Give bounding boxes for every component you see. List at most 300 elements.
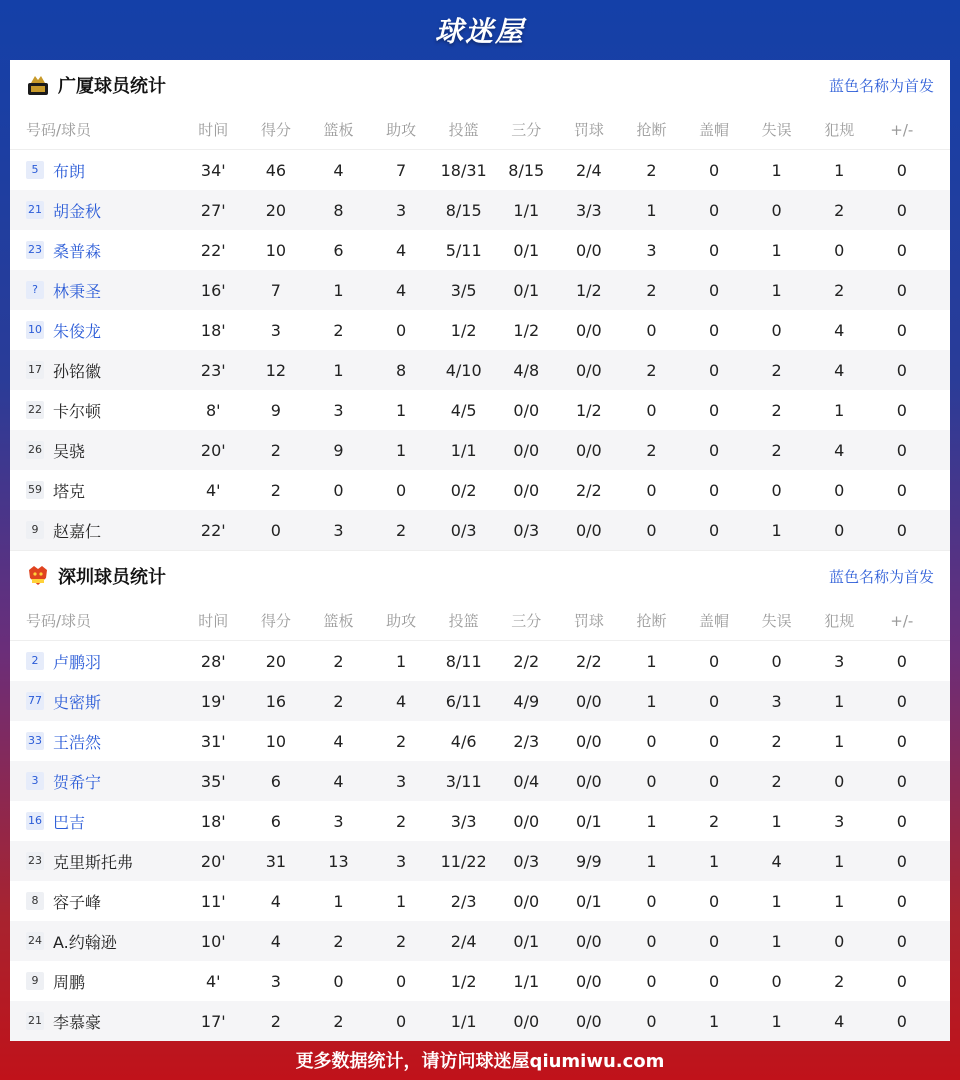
stat-cell: 0/0	[575, 360, 602, 380]
player-name[interactable]: 朱俊龙	[53, 321, 102, 341]
stat-cell: 20'	[200, 440, 226, 460]
player-cell	[10, 850, 182, 873]
stat-cell: 31	[265, 851, 287, 871]
player-name[interactable]: 李慕豪	[53, 1012, 102, 1032]
stat-cell: 0	[395, 480, 407, 500]
table-row[interactable]	[10, 470, 950, 510]
jersey-number: 21	[26, 1012, 44, 1030]
jersey-number: 24	[26, 932, 44, 950]
horse-logo-icon	[26, 73, 50, 97]
stat-cell: 1/1	[450, 440, 477, 460]
stat-cell: 18'	[200, 320, 226, 340]
stat-cell: 3	[834, 811, 845, 831]
stat-cell: 27'	[200, 200, 226, 220]
stat-cell: 0	[333, 971, 344, 991]
table-row[interactable]	[10, 761, 950, 801]
stat-cell: 1	[395, 400, 407, 420]
stat-cell: 0	[646, 931, 657, 951]
stat-cell: 0/3	[513, 520, 540, 540]
stat-cell: 18'	[200, 811, 226, 831]
stat-cell: 1	[834, 891, 845, 911]
stat-cell: 0	[896, 851, 907, 871]
jersey-number: 23	[26, 241, 44, 259]
stat-cell: 3/5	[450, 280, 477, 300]
stat-cell: 4	[771, 851, 782, 871]
jersey-number: 77	[26, 692, 44, 710]
stat-cell: 4/8	[513, 360, 540, 380]
stat-cell: 1	[395, 651, 407, 671]
stat-cell: 0/2	[450, 480, 477, 500]
stat-cell: 0/3	[513, 851, 540, 871]
player-cell	[10, 239, 182, 262]
column-header: 投篮	[448, 612, 479, 630]
player-name[interactable]: 林秉圣	[53, 281, 102, 301]
player-name[interactable]: 赵嘉仁	[53, 521, 102, 541]
jersey-number: 17	[26, 361, 44, 379]
jersey-number: 33	[26, 732, 44, 750]
stat-cell: 0/4	[513, 771, 540, 791]
stat-cell: 22'	[200, 520, 226, 540]
stat-cell: 4'	[206, 971, 221, 991]
stat-cell: 1	[834, 851, 845, 871]
stat-cell: 4	[834, 440, 845, 460]
player-cell	[10, 650, 182, 673]
table-row[interactable]	[10, 881, 950, 921]
stat-cell: 6	[270, 771, 281, 791]
player-cell	[10, 359, 182, 382]
stat-cell: 0	[834, 931, 845, 951]
player-cell	[10, 810, 182, 833]
player-cell	[10, 519, 182, 542]
stat-cell: 3	[395, 851, 407, 871]
stat-cell: 1/2	[575, 280, 602, 300]
stat-cell: 0	[646, 480, 657, 500]
stat-cell: 8/11	[445, 651, 482, 671]
stat-cell: 8'	[206, 400, 221, 420]
player-cell	[10, 970, 182, 993]
stat-cell: 22'	[200, 240, 226, 260]
player-name[interactable]: 吴骁	[53, 441, 86, 461]
stat-cell: 4	[270, 891, 281, 911]
stat-cell: 9	[333, 440, 344, 460]
column-header: 得分	[260, 121, 291, 139]
column-header: 篮板	[323, 612, 354, 630]
column-header: 罚球	[573, 121, 604, 139]
table-row[interactable]	[10, 921, 950, 961]
stat-cell: 4/10	[445, 360, 482, 380]
stat-cell: 1	[834, 691, 845, 711]
footer-banner[interactable]: 更多数据统计，请访问球迷屋qiumiwu.com	[295, 1051, 665, 1072]
player-name[interactable]: 桑普森	[53, 241, 102, 261]
stat-cell: 0	[708, 651, 720, 671]
stat-cell: 2/4	[450, 931, 477, 951]
stat-cell: 0	[834, 240, 845, 260]
stat-cell: 2	[771, 360, 782, 380]
stat-cell: 2	[834, 280, 845, 300]
jersey-number: 9	[26, 521, 44, 539]
stat-cell: 3	[771, 691, 782, 711]
table-row[interactable]	[10, 430, 950, 470]
jersey-number: 9	[26, 972, 44, 990]
stat-cell: 2	[333, 320, 344, 340]
player-name[interactable]: 史密斯	[53, 692, 102, 712]
stat-cell: 0	[270, 520, 281, 540]
player-name[interactable]: 王浩然	[53, 732, 102, 752]
table-row[interactable]	[10, 150, 950, 190]
player-cell	[10, 399, 182, 422]
player-cell	[10, 319, 182, 342]
stat-cell: 3	[270, 320, 281, 340]
stat-cell: 3/11	[445, 771, 482, 791]
player-cell	[10, 930, 182, 953]
stat-cell: 16'	[200, 280, 226, 300]
stat-cell: 0/0	[575, 520, 602, 540]
player-name[interactable]: 克里斯托弗	[53, 852, 134, 872]
stat-cell: 1	[646, 651, 657, 671]
jersey-number: 5	[26, 161, 44, 179]
stat-cell: 0	[395, 971, 407, 991]
column-header: 盖帽	[699, 121, 730, 139]
stat-cell: 8/15	[508, 160, 545, 180]
stat-cell: 1	[771, 931, 782, 951]
stat-cell: 6	[270, 811, 281, 831]
stat-cell: 0	[708, 240, 720, 260]
stat-cell: 12	[265, 360, 287, 380]
stat-cell: 0	[708, 931, 720, 951]
stat-cell: 2	[333, 1011, 344, 1031]
stat-cell: 0	[646, 1011, 657, 1031]
stat-cell: 1	[646, 851, 657, 871]
stat-cell: 0	[896, 931, 907, 951]
stat-cell: 19'	[200, 691, 226, 711]
stat-cell: 0	[646, 971, 657, 991]
stat-cell: 3/3	[450, 811, 477, 831]
stat-cell: 2	[834, 200, 845, 220]
stat-cell: 1	[333, 360, 344, 380]
player-cell	[10, 730, 182, 753]
stat-cell: 35'	[200, 771, 226, 791]
player-cell	[10, 159, 182, 182]
stat-cell: 20	[265, 200, 287, 220]
stat-cell: 4	[333, 160, 344, 180]
stat-cell: 4	[395, 280, 407, 300]
player-name[interactable]: 容子峰	[53, 892, 102, 912]
stat-cell: 1/2	[450, 320, 477, 340]
column-header: 时间	[198, 121, 229, 139]
table-row[interactable]	[10, 310, 950, 350]
stat-cell: 1	[646, 811, 657, 831]
jersey-number: 22	[26, 401, 44, 419]
stat-cell: 0	[771, 480, 782, 500]
stat-cell: 46	[265, 160, 287, 180]
stat-cell: 2	[395, 931, 407, 951]
table-row[interactable]	[10, 641, 950, 681]
table-row[interactable]	[10, 510, 950, 550]
column-header: 号码/球员	[26, 121, 92, 139]
stat-cell: 8	[333, 200, 344, 220]
stat-cell: 0	[896, 360, 907, 380]
table-row[interactable]	[10, 681, 950, 721]
stat-cell: 0/0	[513, 1011, 540, 1031]
stat-cell: 2	[771, 400, 782, 420]
stat-cell: 3	[333, 520, 344, 540]
stat-cell: 3	[270, 971, 281, 991]
stat-cell: 0	[646, 400, 657, 420]
stat-cell: 6	[333, 240, 344, 260]
stat-cell: 0/0	[575, 320, 602, 340]
jersey-number: 26	[26, 441, 44, 459]
column-header: 号码/球员	[26, 612, 92, 630]
stat-cell: 1	[771, 280, 782, 300]
stat-cell: 3	[395, 200, 407, 220]
stat-cell: 8	[395, 360, 407, 380]
stat-cell: 1	[771, 811, 782, 831]
jersey-number: 23	[26, 852, 44, 870]
stat-cell: 0	[333, 480, 344, 500]
stat-cell: 2	[771, 771, 782, 791]
column-header: 犯规	[824, 121, 855, 139]
stat-cell: 1	[834, 400, 845, 420]
stat-cell: 3	[333, 811, 344, 831]
stat-cell: 2	[834, 971, 845, 991]
player-name[interactable]: 卢鹏羽	[53, 652, 102, 672]
table-row[interactable]	[10, 1001, 950, 1041]
stat-cell: 0	[896, 320, 907, 340]
stat-cell: 0	[708, 320, 720, 340]
stat-cell: 2	[646, 440, 657, 460]
jersey-number: 3	[26, 772, 44, 790]
column-header: 抢断	[636, 612, 667, 630]
shenzhen-stats-card	[10, 550, 950, 1040]
stat-cell: 23'	[200, 360, 226, 380]
stat-cell: 0	[646, 891, 657, 911]
team-title: 广厦球员统计	[58, 76, 166, 97]
stat-cell: 2	[270, 440, 281, 460]
team-title-group	[26, 563, 166, 589]
stat-cell: 4	[834, 360, 845, 380]
stat-cell: 1	[646, 691, 657, 711]
stat-cell: 13	[328, 851, 349, 871]
stat-cell: 1	[771, 891, 782, 911]
stat-cell: 0/0	[575, 440, 602, 460]
stat-cell: 0/0	[575, 691, 602, 711]
team-title-group	[26, 72, 166, 98]
stat-cell: 0	[896, 160, 907, 180]
stat-cell: 0	[896, 200, 907, 220]
stat-cell: 0	[708, 280, 720, 300]
stat-cell: 3	[646, 240, 657, 260]
player-name[interactable]: 塔克	[53, 481, 86, 501]
stat-cell: 1/2	[450, 971, 477, 991]
stat-cell: 4'	[206, 480, 221, 500]
stat-cell: 0	[896, 691, 907, 711]
stat-cell: 0	[395, 1011, 407, 1031]
player-name[interactable]: 卡尔顿	[53, 401, 102, 421]
stat-cell: 4	[834, 320, 845, 340]
stat-cell: 0	[896, 731, 907, 751]
player-cell	[10, 1010, 182, 1033]
stat-cell: 0	[646, 731, 657, 751]
stat-cell: 3	[333, 400, 344, 420]
player-rows	[10, 150, 950, 550]
stat-cell: 18/31	[440, 160, 487, 180]
stat-cell: 0	[771, 971, 782, 991]
stat-cell: 28'	[200, 651, 226, 671]
column-header: 罚球	[573, 612, 604, 630]
starter-legend: 蓝色名称为首发	[828, 76, 934, 95]
stat-cell: 0	[896, 280, 907, 300]
stat-cell: 7	[270, 280, 281, 300]
stat-cell: 34'	[200, 160, 226, 180]
stat-cell: 2	[270, 480, 281, 500]
stat-cell: 11'	[200, 891, 226, 911]
stat-cell: 0	[395, 320, 407, 340]
stat-cell: 0	[896, 971, 907, 991]
table-row[interactable]	[10, 270, 950, 310]
table-row[interactable]	[10, 721, 950, 761]
player-name[interactable]: 周鹏	[53, 972, 86, 992]
stat-cell: 0/0	[513, 480, 540, 500]
stat-cell: 2	[708, 811, 720, 831]
column-header: 盖帽	[699, 612, 730, 630]
stat-cell: 6/11	[445, 691, 482, 711]
table-row[interactable]	[10, 841, 950, 881]
starter-legend: 蓝色名称为首发	[828, 567, 934, 586]
stat-cell: 20	[265, 651, 287, 671]
stat-cell: 0/0	[575, 731, 602, 751]
column-header: 抢断	[636, 121, 667, 139]
team-header	[10, 60, 950, 110]
player-name[interactable]: 胡金秋	[53, 201, 102, 221]
stat-cell: 1	[395, 891, 407, 911]
brand-logo[interactable]: 球迷屋	[434, 15, 525, 48]
stat-cell: 2	[395, 731, 407, 751]
stat-cell: 0	[708, 520, 720, 540]
player-name[interactable]: A.约翰逊	[53, 932, 117, 952]
stat-cell: 10	[265, 731, 287, 751]
stat-cell: 4/5	[450, 400, 477, 420]
player-name[interactable]: 孙铭徽	[53, 361, 102, 381]
stat-cell: 1/2	[575, 400, 602, 420]
stat-cell: 1	[333, 891, 344, 911]
stat-cell: 0/1	[575, 811, 602, 831]
stat-cell: 0	[896, 400, 907, 420]
stat-cell: 2	[646, 280, 657, 300]
stat-cell: 0	[708, 480, 720, 500]
jersey-number: 16	[26, 812, 44, 830]
column-header-row	[10, 601, 950, 641]
stat-cell: 0	[896, 651, 907, 671]
stat-cell: 0	[896, 1011, 907, 1031]
stat-cell: 0	[896, 891, 907, 911]
stat-cell: 31'	[200, 731, 226, 751]
player-cell	[10, 770, 182, 793]
table-row[interactable]	[10, 390, 950, 430]
stat-cell: 1/1	[513, 200, 540, 220]
stat-cell: 3	[395, 771, 407, 791]
jersey-number: 59	[26, 481, 44, 499]
column-header: 投篮	[448, 121, 479, 139]
stat-cell: 2/2	[513, 651, 540, 671]
player-cell	[10, 199, 182, 222]
stat-cell: 0	[834, 480, 845, 500]
stat-cell: 0/1	[575, 891, 602, 911]
table-row[interactable]	[10, 350, 950, 390]
table-row[interactable]	[10, 190, 950, 230]
stat-cell: 0	[771, 651, 782, 671]
jersey-number: 10	[26, 321, 44, 339]
stat-cell: 10	[265, 240, 287, 260]
stat-cell: 4/6	[450, 731, 477, 751]
team-header	[10, 551, 950, 601]
stat-cell: 0/1	[513, 931, 540, 951]
jersey-number: 21	[26, 201, 44, 219]
stat-cell: 0/1	[513, 240, 540, 260]
stat-cell: 0	[708, 691, 720, 711]
stat-cell: 1	[834, 160, 845, 180]
stat-cell: 9	[270, 400, 281, 420]
stat-cell: 0/3	[450, 520, 477, 540]
team-title: 深圳球员统计	[58, 567, 166, 588]
stat-cell: 2	[395, 520, 407, 540]
stat-cell: 0/0	[513, 400, 540, 420]
jersey-number: 8	[26, 892, 44, 910]
player-cell	[10, 439, 182, 462]
stat-cell: 1	[646, 200, 657, 220]
stat-cell: 4	[333, 771, 344, 791]
stat-cell: 0/0	[575, 771, 602, 791]
stat-cell: 7	[395, 160, 407, 180]
stat-cell: 1	[834, 731, 845, 751]
stat-cell: 4	[333, 731, 344, 751]
column-header: 犯规	[824, 612, 855, 630]
stat-cell: 0/1	[513, 280, 540, 300]
column-header: 助攻	[386, 121, 417, 139]
stat-cell: 0/0	[513, 891, 540, 911]
stat-cell: 0	[708, 731, 720, 751]
player-cell	[10, 279, 182, 302]
stat-cell: 0	[708, 360, 720, 380]
table-row[interactable]	[10, 961, 950, 1001]
stat-cell: 1	[771, 520, 782, 540]
stat-cell: 0	[896, 520, 907, 540]
stat-cell: 4	[270, 931, 281, 951]
stat-cell: 0/0	[513, 811, 540, 831]
stat-cell: 0	[771, 320, 782, 340]
stat-cell: 20'	[200, 851, 226, 871]
stat-cell: 0	[771, 200, 782, 220]
player-name[interactable]: 布朗	[53, 161, 86, 181]
stat-cell: 4	[834, 1011, 845, 1031]
stat-cell: 8/15	[445, 200, 482, 220]
stat-cell: 2/2	[575, 480, 602, 500]
stat-cell: 1	[771, 240, 782, 260]
table-row[interactable]	[10, 801, 950, 841]
stat-cell: 0	[896, 440, 907, 460]
player-name[interactable]: 巴吉	[53, 812, 86, 832]
guangsha-stats-card	[10, 60, 950, 550]
stat-cell: 2	[270, 1011, 281, 1031]
stat-cell: 1	[395, 440, 407, 460]
table-row[interactable]	[10, 230, 950, 270]
column-header: +/-	[890, 120, 914, 139]
stat-cell: 3/3	[575, 200, 602, 220]
stat-cell: 2/3	[450, 891, 477, 911]
leopard-logo-icon	[26, 564, 50, 588]
stat-cell: 0	[896, 771, 907, 791]
stat-cell: 16	[265, 691, 287, 711]
player-name[interactable]: 贺希宁	[53, 772, 102, 792]
